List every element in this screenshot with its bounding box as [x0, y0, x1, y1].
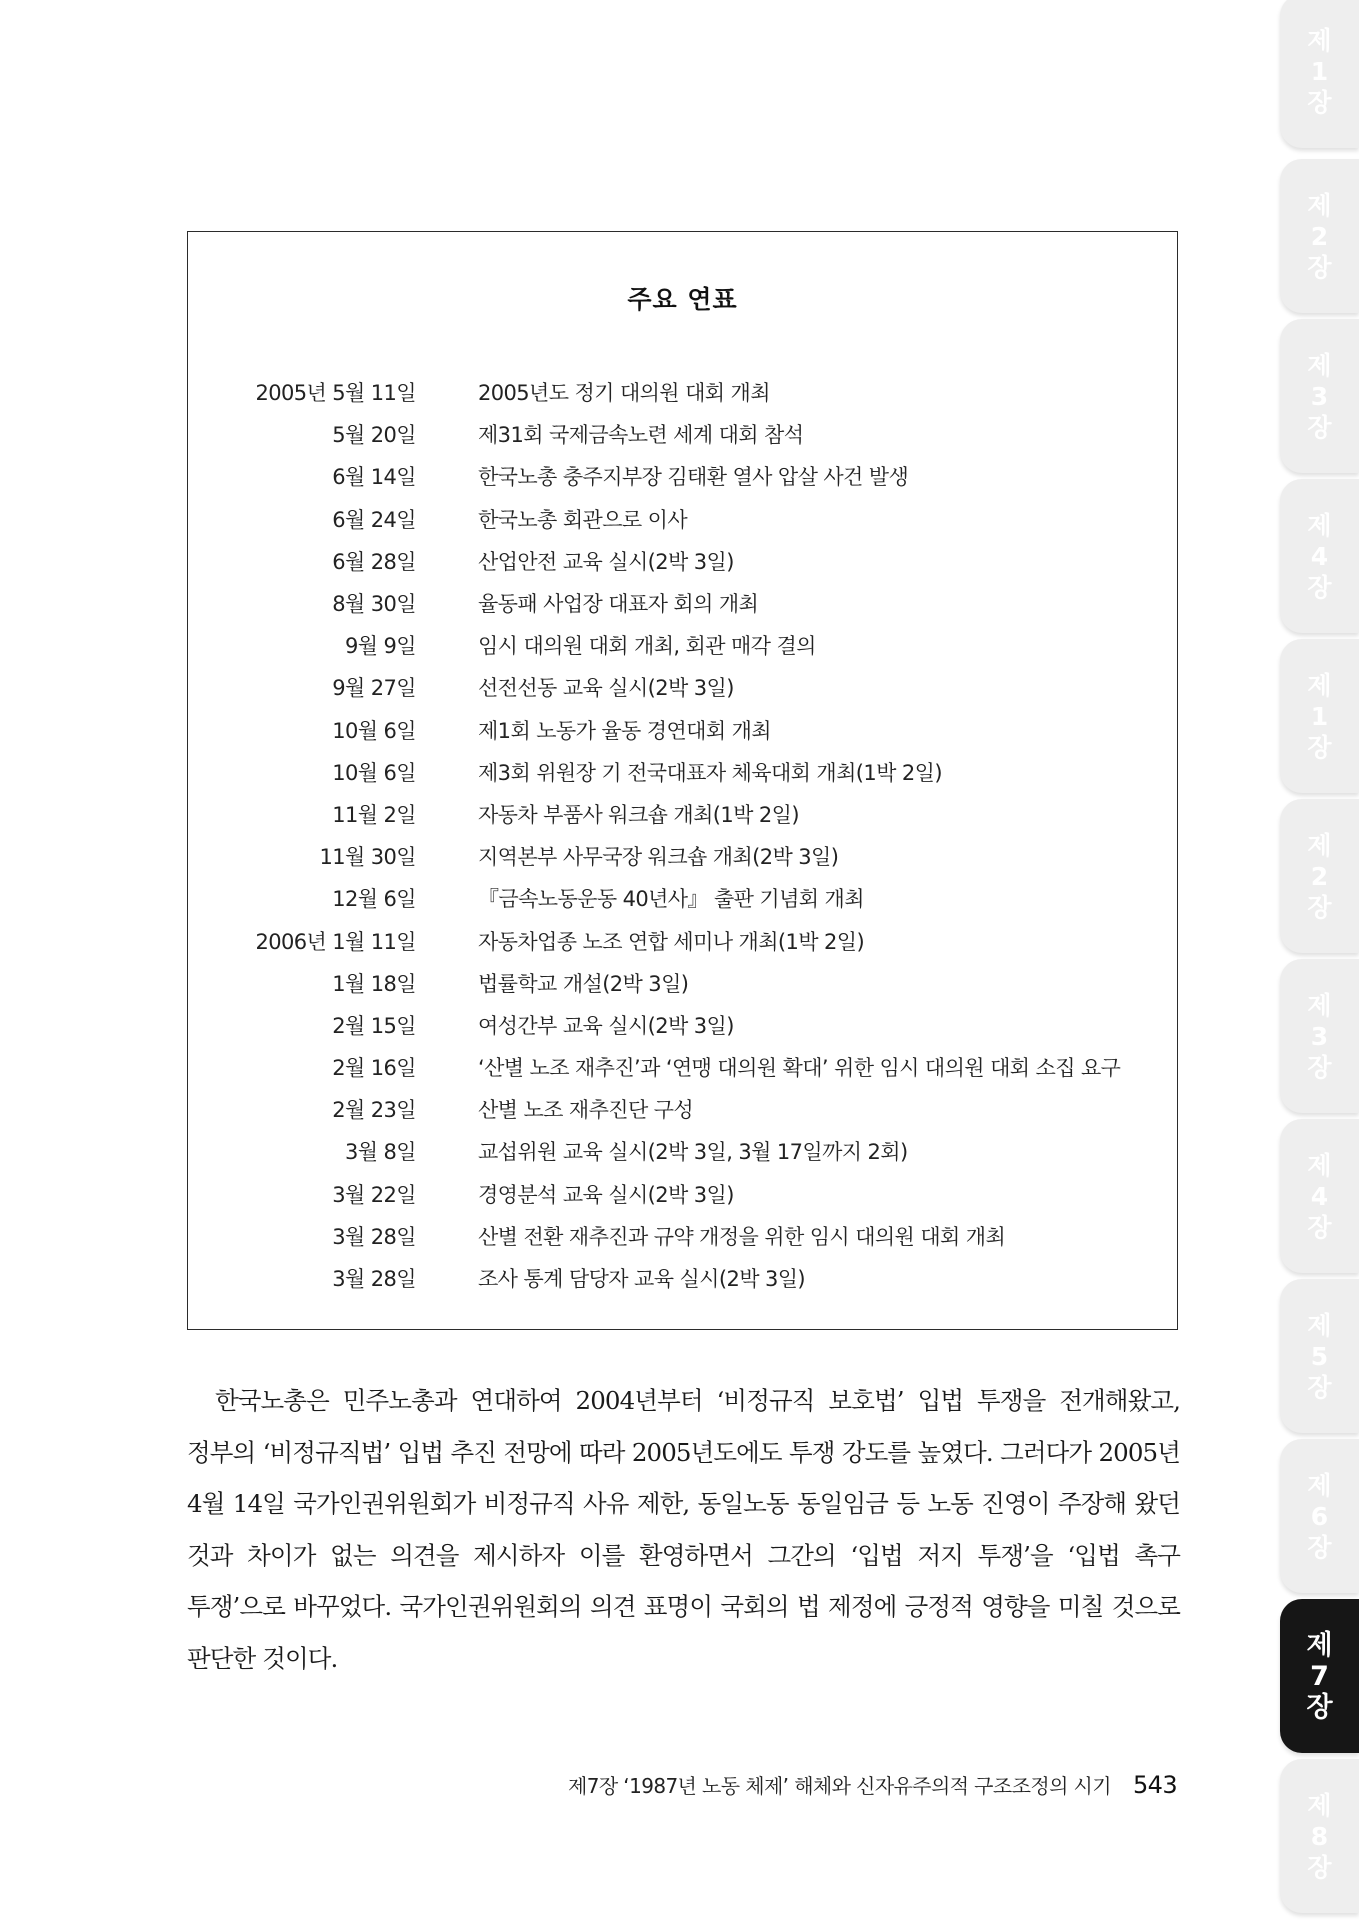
- chronology-date: 9월 9일: [345, 634, 416, 659]
- chapter-tab-label: 제: [1307, 350, 1332, 380]
- chronology-row: [188, 709, 1177, 751]
- chronology-event: ‘산별 노조 재추진’과 ‘연맹 대의원 확대’ 위한 임시 대의원 대회 소집 요구: [478, 1056, 1121, 1081]
- chronology-row: [188, 371, 1177, 413]
- chronology-date: 6월 28일: [332, 549, 416, 574]
- chapter-tab-label: 제: [1307, 1150, 1332, 1180]
- chronology-event: 선전선동 교육 실시(2박 3일): [478, 676, 734, 701]
- chronology-row: [188, 919, 1177, 961]
- chronology-date: 8월 30일: [332, 592, 416, 617]
- chronology-date: 6월 24일: [332, 507, 416, 532]
- chapter-tab-label: 8: [1310, 1821, 1329, 1851]
- chronology-event: 『금속노동운동 40년사』 출판 기념회 개최: [478, 887, 864, 912]
- chronology-event: 임시 대의원 대회 개최, 회관 매각 결의: [478, 634, 816, 659]
- chronology-event: 제3회 위원장 기 전국대표자 체육대회 개최(1박 2일): [478, 760, 942, 785]
- chapter-tab-label: 장: [1307, 892, 1332, 922]
- chronology-row: [188, 624, 1177, 666]
- chronology-date: 1월 18일: [332, 971, 416, 996]
- running-title: 제7장 ‘1987년 노동 체제’ 해체와 신자유주의적 구조조정의 시기: [567, 1774, 1111, 1798]
- chronology-date: 2월 16일: [332, 1056, 416, 1081]
- chronology-row: [188, 1046, 1177, 1088]
- chapter-tab-label: 1: [1310, 56, 1329, 86]
- chapter-tab[interactable]: [1280, 1439, 1359, 1593]
- chapter-tab-label: 장: [1307, 1852, 1332, 1882]
- chapter-tab-label: 장: [1307, 1052, 1332, 1082]
- chapter-tab[interactable]: [1280, 1759, 1359, 1913]
- chapter-tab-label: 제: [1307, 1310, 1332, 1340]
- chapter-tab-label: 제: [1307, 25, 1332, 55]
- chapter-tab-label: 제: [1307, 510, 1332, 540]
- chapter-tab[interactable]: [1280, 959, 1359, 1113]
- chronology-row: [188, 793, 1177, 835]
- chronology-event: 한국노총 회관으로 이사: [478, 507, 688, 532]
- chapter-tab-label: 제: [1307, 830, 1332, 860]
- chronology-row: [188, 835, 1177, 877]
- chronology-row: [188, 1088, 1177, 1130]
- chapter-tab-label: 제: [1307, 670, 1332, 700]
- chronology-event: 제31회 국제금속노련 세계 대회 참석: [478, 423, 804, 448]
- chapter-tab[interactable]: [1280, 479, 1359, 633]
- chronology-event: 제1회 노동가 율동 경연대회 개최: [478, 718, 771, 743]
- page-number: 543: [1132, 1771, 1177, 1799]
- chronology-event: 여성간부 교육 실시(2박 3일): [478, 1013, 734, 1038]
- chronology-date: 6월 14일: [332, 465, 416, 490]
- chronology-event: 산별 전환 재추진과 규약 개정을 위한 임시 대의원 대회 개최: [478, 1224, 1006, 1249]
- chapter-tab-label: 7: [1310, 1660, 1329, 1692]
- chronology-date: 5월 20일: [332, 423, 416, 448]
- chapter-tab[interactable]: [1280, 0, 1359, 148]
- chapter-tab-label: 5: [1310, 1341, 1329, 1371]
- chapter-tab-label: 장: [1307, 412, 1332, 442]
- chronology-row: [188, 666, 1177, 708]
- chronology-date: 10월 6일: [332, 760, 416, 785]
- chapter-tab-label: 장: [1307, 252, 1332, 282]
- chronology-date: 3월 28일: [332, 1267, 416, 1292]
- chronology-row: [188, 1004, 1177, 1046]
- chapter-tab-label: 제: [1307, 1470, 1332, 1500]
- chapter-tab-label: 장: [1307, 1372, 1332, 1402]
- chronology-event: 자동차업종 노조 연합 세미나 개최(1박 2일): [478, 929, 865, 954]
- chronology-row: [188, 1173, 1177, 1215]
- chronology-event: 교섭위원 교육 실시(2박 3일, 3월 17일까지 2회): [478, 1140, 908, 1165]
- chronology-event: 율동패 사업장 대표자 회의 개최: [478, 592, 759, 617]
- chronology-date: 2005년 5월 11일: [255, 381, 416, 406]
- chronology-event: 경영분석 교육 실시(2박 3일): [478, 1182, 734, 1207]
- chronology-date: 3월 22일: [332, 1182, 416, 1207]
- chapter-tab[interactable]: [1280, 1119, 1359, 1273]
- chronology-date: 9월 27일: [332, 676, 416, 701]
- chapter-tab[interactable]: [1280, 799, 1359, 953]
- chronology-date: 10월 6일: [332, 718, 416, 743]
- chapter-tab-label: 4: [1310, 541, 1329, 571]
- chronology-row: [188, 455, 1177, 497]
- chapter-tab-label: 제: [1306, 1629, 1333, 1661]
- chapter-tab[interactable]: [1280, 1279, 1359, 1433]
- chapter-tab[interactable]: [1280, 159, 1359, 313]
- chapter-tab-label: 2: [1310, 221, 1329, 251]
- chapter-tab-label: 3: [1310, 1021, 1329, 1051]
- chronology-date: 2006년 1월 11일: [255, 929, 416, 954]
- chapter-tab-label: 1: [1310, 701, 1329, 731]
- chronology-event: 한국노총 충주지부장 김태환 열사 압살 사건 발생: [478, 465, 909, 490]
- chronology-list: [188, 371, 1177, 1299]
- chronology-event: 자동차 부품사 워크숍 개최(1박 2일): [478, 802, 799, 827]
- chapter-tab-label: 장: [1307, 1532, 1332, 1562]
- chronology-title: 주요 연표: [627, 285, 738, 314]
- chapter-tab-label: 장: [1306, 1691, 1333, 1723]
- body-paragraph: 한국노총은 민주노총과 연대하여 2004년부터 ‘비정규직 보호법’ 입법 투쟁을 전개해왔고, 정부의 ‘비정규직법’ 입법 추진 전망에 따라 2005년도에도 투쟁 강도를 높였다. 그러다가 2005년 4월 14일 국가인권위원회가 비정규직 사유 제한, 동일노동 동일임금 등 노동 진영이 주장해 왔던 것과 차이가 없는 의견을 제시하자 이를 환영하면서 그간의 ‘입법 저지 투쟁’을 ‘입법 촉구 투쟁’으로 바꾸었다. 국가인권위원회의 의견 표명이 국회의 법 제정에 긍정적 영향을 미칠 것으로 판단한 것이다.: [187, 1386, 1180, 1673]
- chronology-date: 2월 15일: [332, 1013, 416, 1038]
- chronology-row: [188, 582, 1177, 624]
- chronology-row: [188, 1130, 1177, 1172]
- chapter-tab-label: 6: [1310, 1501, 1329, 1531]
- chronology-event: 산별 노조 재추진단 구성: [478, 1098, 694, 1123]
- chronology-date: 11월 2일: [332, 802, 416, 827]
- page-footer: [568, 1770, 1177, 1799]
- chapter-tab-label: 3: [1310, 381, 1329, 411]
- chapter-tab-label: 2: [1310, 861, 1329, 891]
- chronology-event: 산업안전 교육 실시(2박 3일): [478, 549, 734, 574]
- chronology-date: 2월 23일: [332, 1098, 416, 1123]
- chronology-date: 3월 28일: [332, 1224, 416, 1249]
- chapter-tab-label: 제: [1307, 190, 1332, 220]
- chronology-event: 2005년도 정기 대의원 대회 개최: [478, 381, 770, 406]
- chronology-row: [188, 1257, 1177, 1299]
- chronology-row: [188, 540, 1177, 582]
- chronology-date: 3월 8일: [345, 1140, 416, 1165]
- chronology-event: 지역본부 사무국장 워크숍 개최(2박 3일): [478, 845, 839, 870]
- chapter-tab-label: 4: [1310, 1181, 1329, 1211]
- chapter-tab-label: 제: [1307, 990, 1332, 1020]
- chapter-tab[interactable]: [1280, 639, 1359, 793]
- chronology-row: [188, 877, 1177, 919]
- chronology-event: 법률학교 개설(2박 3일): [478, 971, 689, 996]
- chapter-tab[interactable]: [1280, 319, 1359, 473]
- chronology-box: [187, 231, 1178, 1330]
- chapter-tab[interactable]: [1280, 1599, 1359, 1753]
- chapter-tab-label: 제: [1307, 1790, 1332, 1820]
- chronology-event: 조사 통계 담당자 교육 실시(2박 3일): [478, 1267, 806, 1292]
- chapter-tab-label: 장: [1307, 732, 1332, 762]
- chronology-date: 12월 6일: [332, 887, 416, 912]
- chapter-tab-label: 장: [1307, 1212, 1332, 1242]
- chronology-row: [188, 413, 1177, 455]
- chapter-tabs: [1280, 0, 1359, 1920]
- chronology-row: [188, 498, 1177, 540]
- chapter-tab-label: 장: [1307, 87, 1332, 117]
- chronology-row: [188, 1215, 1177, 1257]
- chronology-row: [188, 962, 1177, 1004]
- chronology-date: 11월 30일: [319, 845, 416, 870]
- chapter-tab-label: 장: [1307, 572, 1332, 602]
- chronology-row: [188, 751, 1177, 793]
